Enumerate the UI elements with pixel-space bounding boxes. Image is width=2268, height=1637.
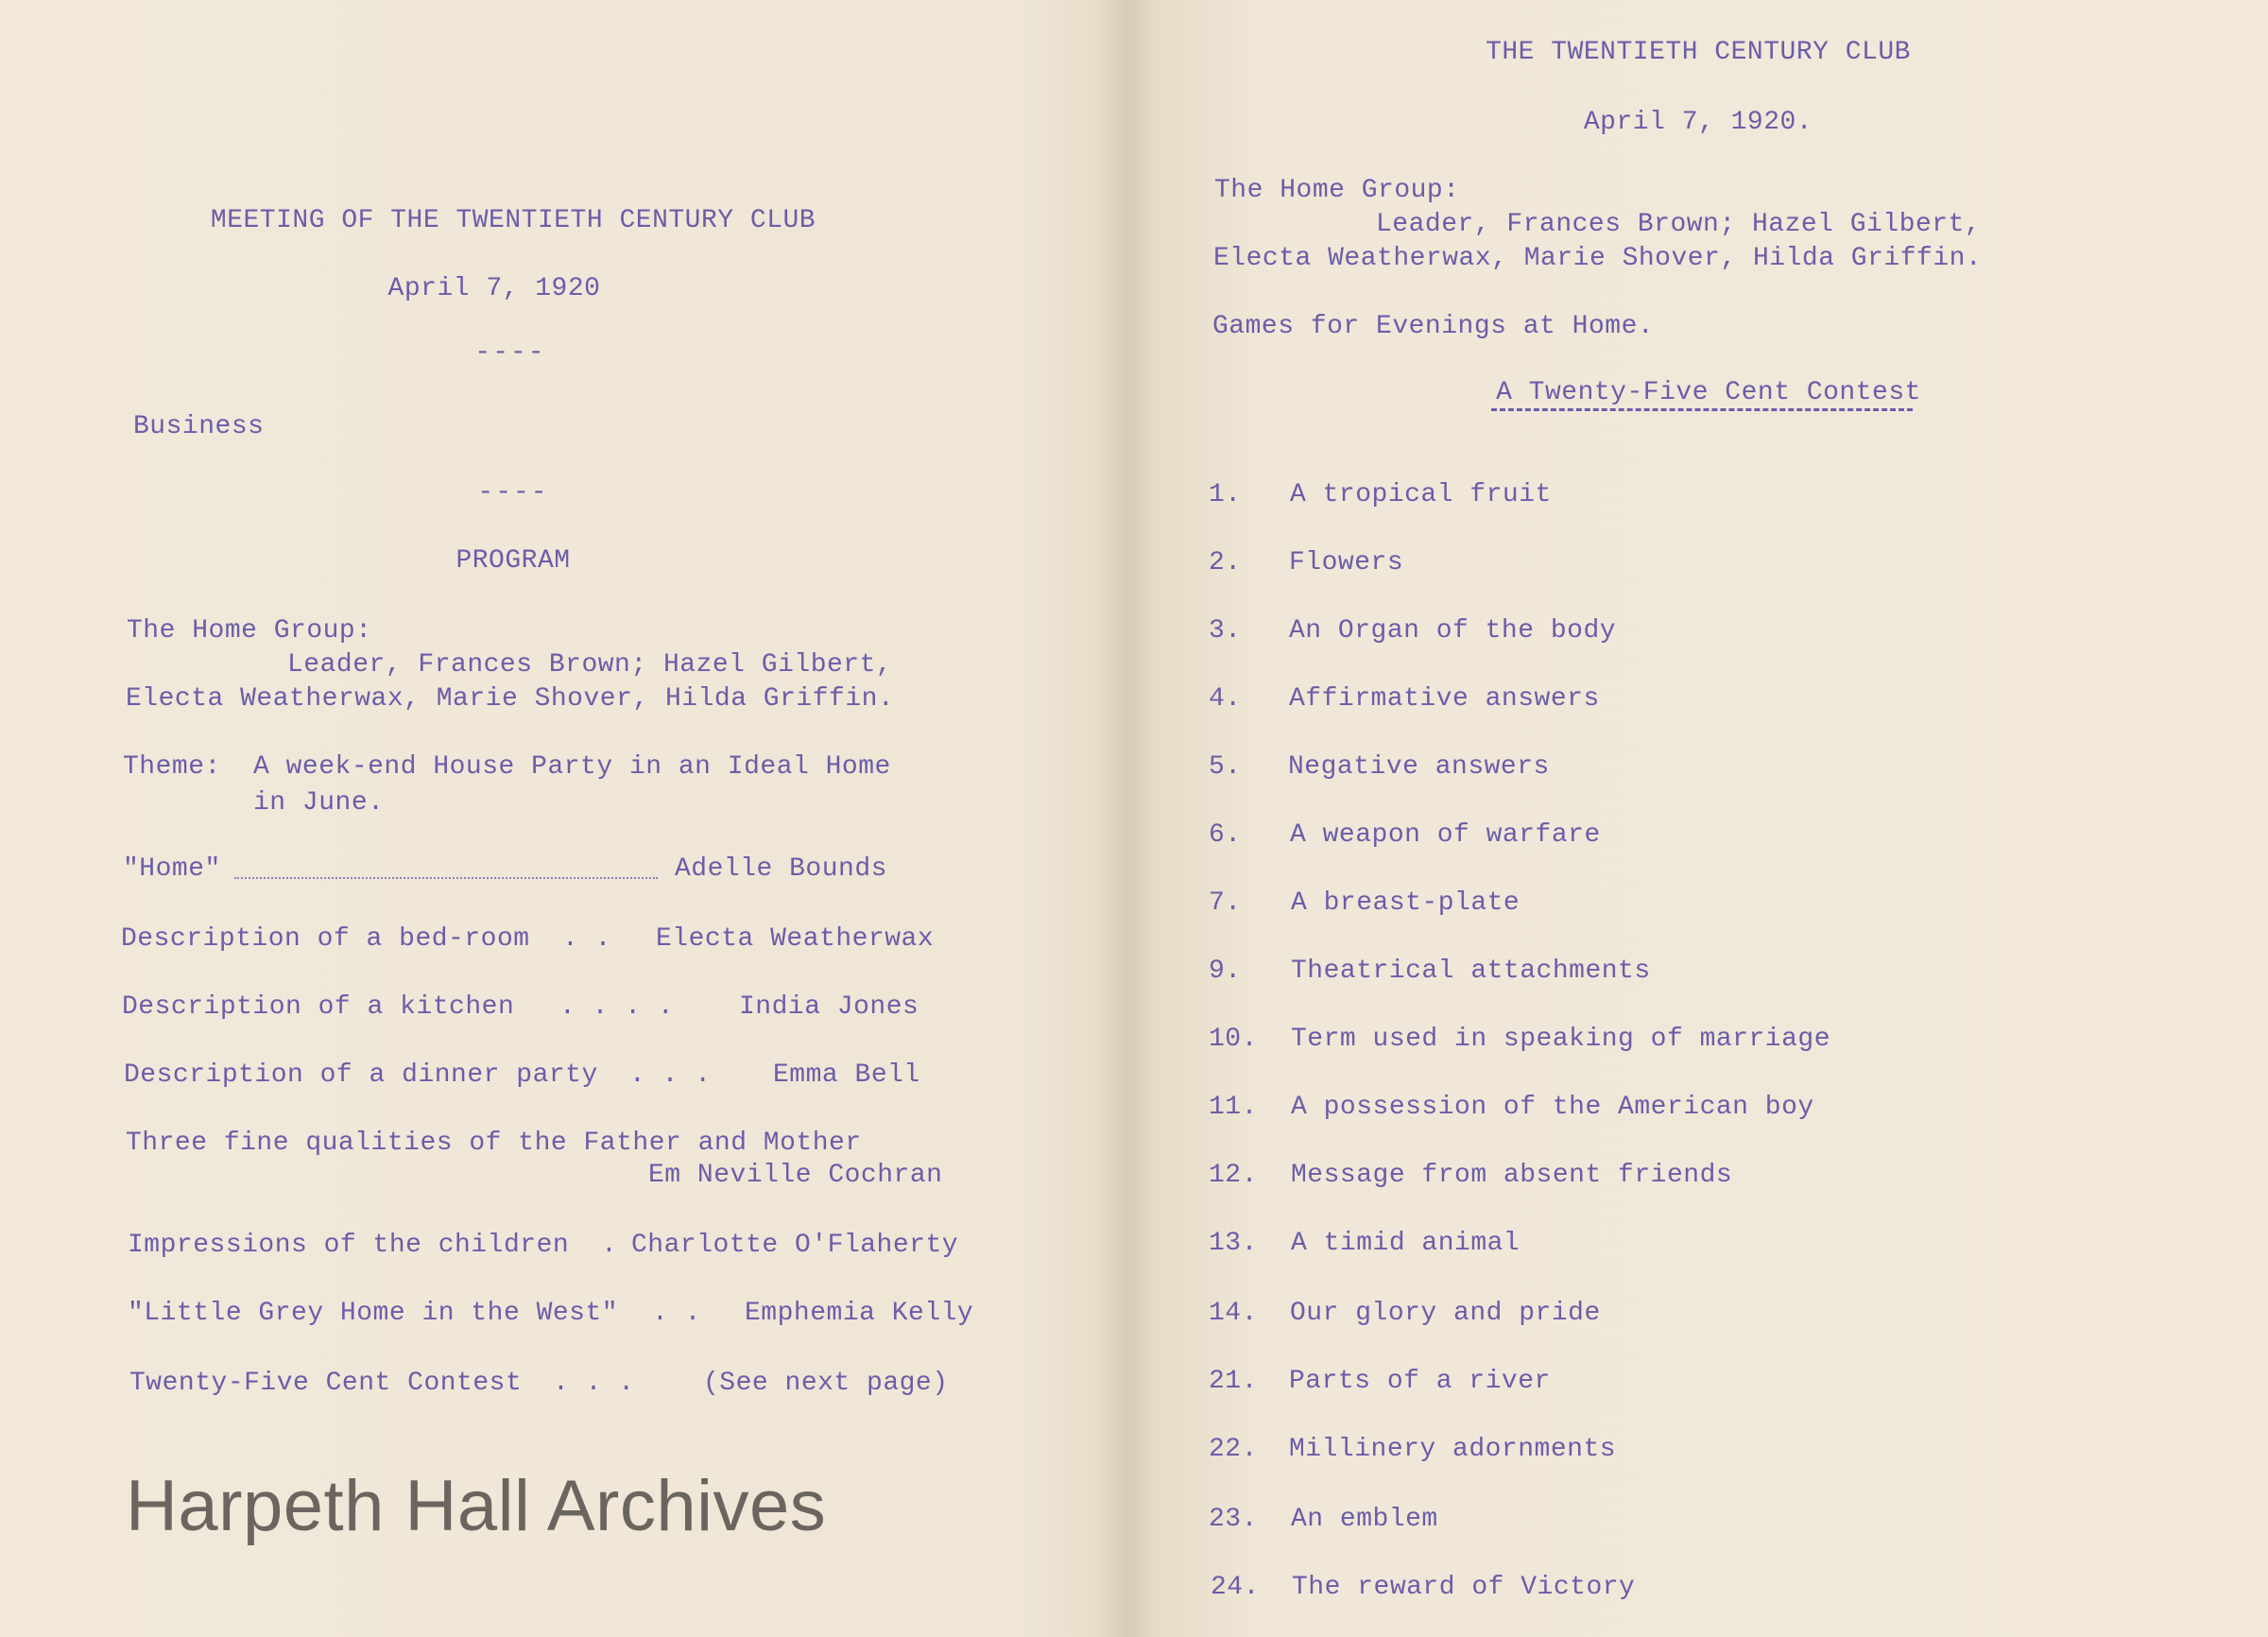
theme-label: Theme: <box>123 752 221 782</box>
archive-watermark: Harpeth Hall Archives <box>126 1466 827 1546</box>
program-item-topic: Three fine qualities of the Father and Mother <box>126 1129 862 1158</box>
program-item-topic: Impressions of the children <box>128 1231 570 1260</box>
list-item-number: 1. <box>1209 480 1242 509</box>
right-heading: THE TWENTIETH CENTURY CLUB <box>1486 38 1911 67</box>
list-item-number: 14. <box>1209 1299 1258 1328</box>
left-separator-1: ---- <box>474 338 546 368</box>
list-item-number: 3. <box>1209 616 1242 646</box>
program-item-topic: Description of a bed-room <box>121 924 530 954</box>
right-date: April 7, 1920. <box>1583 108 1813 137</box>
list-item-text: Term used in speaking of marriage <box>1291 1025 1830 1054</box>
list-item-number: 11. <box>1209 1093 1258 1122</box>
list-item-text: The reward of Victory <box>1292 1573 1636 1602</box>
list-item-text: Message from absent friends <box>1291 1161 1733 1190</box>
list-item-number: 2. <box>1209 548 1242 577</box>
list-item-text: An emblem <box>1291 1505 1438 1534</box>
program-item-speaker: Charlotte O'Flaherty <box>631 1231 959 1260</box>
program-item-topic: Description of a dinner party <box>124 1060 598 1090</box>
contest-title: A Twenty-Five Cent Contest <box>1496 378 1921 407</box>
list-item-number: 4. <box>1209 684 1242 714</box>
theme-line-1: A week-end House Party in an Ideal Home <box>253 752 891 782</box>
page-fold <box>1096 0 1153 1637</box>
list-item-text: A tropical fruit <box>1290 480 1552 509</box>
program-item-leader: . <box>601 1231 618 1260</box>
program-item-speaker: Em Neville Cochran <box>648 1161 943 1190</box>
program-item-topic: Twenty-Five Cent Contest <box>129 1369 523 1398</box>
list-item-text: An Organ of the body <box>1289 616 1617 646</box>
program-item-leader: . . . . <box>559 992 675 1022</box>
program-item-speaker: Emma Bell <box>773 1060 920 1090</box>
list-item-number: 7. <box>1209 888 1242 918</box>
list-item-text: A possession of the American boy <box>1291 1093 1814 1122</box>
program-item-leader: . . <box>652 1299 701 1328</box>
right-group-line-2: Electa Weatherwax, Marie Shover, Hilda Griffin. <box>1213 244 1983 273</box>
list-item-text: Flowers <box>1289 548 1404 577</box>
list-item-number: 23. <box>1209 1505 1258 1534</box>
list-item-number: 6. <box>1209 820 1242 850</box>
list-item-number: 9. <box>1209 956 1242 986</box>
program-item-leader: . . . <box>553 1369 635 1398</box>
list-item-number: 24. <box>1211 1573 1260 1602</box>
program-item-speaker: (See next page) <box>703 1369 949 1398</box>
left-group-line-1: Leader, Frances Brown; Hazel Gilbert, <box>287 650 893 680</box>
left-group-line-2: Electa Weatherwax, Marie Shover, Hilda Griffin. <box>126 684 895 714</box>
games-heading: Games for Evenings at Home. <box>1212 312 1655 341</box>
right-group-line-1: Leader, Frances Brown; Hazel Gilbert, <box>1376 210 1982 239</box>
program-item-topic: "Little Grey Home in the West" <box>128 1299 619 1328</box>
right-group-label: The Home Group: <box>1214 176 1460 205</box>
list-item-text: Our glory and pride <box>1290 1299 1601 1328</box>
list-item-text: Theatrical attachments <box>1291 956 1651 986</box>
program-item-topic: Description of a kitchen <box>122 992 515 1022</box>
list-item-text: A breast-plate <box>1291 888 1521 918</box>
list-item-number: 10. <box>1209 1025 1258 1054</box>
program-item-speaker: Electa Weatherwax <box>656 924 935 954</box>
list-item-number: 12. <box>1209 1161 1258 1190</box>
theme-line-2: in June. <box>253 788 385 818</box>
leader-dots <box>234 860 658 879</box>
list-item-text: Affirmative answers <box>1289 684 1600 714</box>
left-heading: MEETING OF THE TWENTIETH CENTURY CLUB <box>210 206 816 235</box>
list-item-number: 22. <box>1209 1435 1258 1464</box>
program-item-speaker: Adelle Bounds <box>675 854 887 884</box>
left-group-label: The Home Group: <box>127 616 372 646</box>
left-separator-2: ---- <box>477 478 549 508</box>
business-label: Business <box>133 412 265 441</box>
program-item-topic: "Home" <box>123 854 221 884</box>
list-item-text: Negative answers <box>1288 752 1550 782</box>
contest-title-underline <box>1491 408 1913 411</box>
program-title: PROGRAM <box>455 546 571 576</box>
program-item-leader: . . <box>562 924 611 954</box>
list-item-text: Millinery adornments <box>1289 1435 1617 1464</box>
list-item-number: 21. <box>1209 1367 1258 1396</box>
list-item-number: 13. <box>1209 1229 1258 1258</box>
program-item-speaker: Emphemia Kelly <box>745 1299 974 1328</box>
list-item-text: Parts of a river <box>1289 1367 1551 1396</box>
program-item-leader: . . . <box>629 1060 712 1090</box>
list-item-number: 5. <box>1209 752 1242 782</box>
left-date: April 7, 1920 <box>387 274 601 303</box>
program-item-speaker: India Jones <box>739 992 919 1022</box>
list-item-text: A timid animal <box>1291 1229 1521 1258</box>
list-item-text: A weapon of warfare <box>1290 820 1601 850</box>
